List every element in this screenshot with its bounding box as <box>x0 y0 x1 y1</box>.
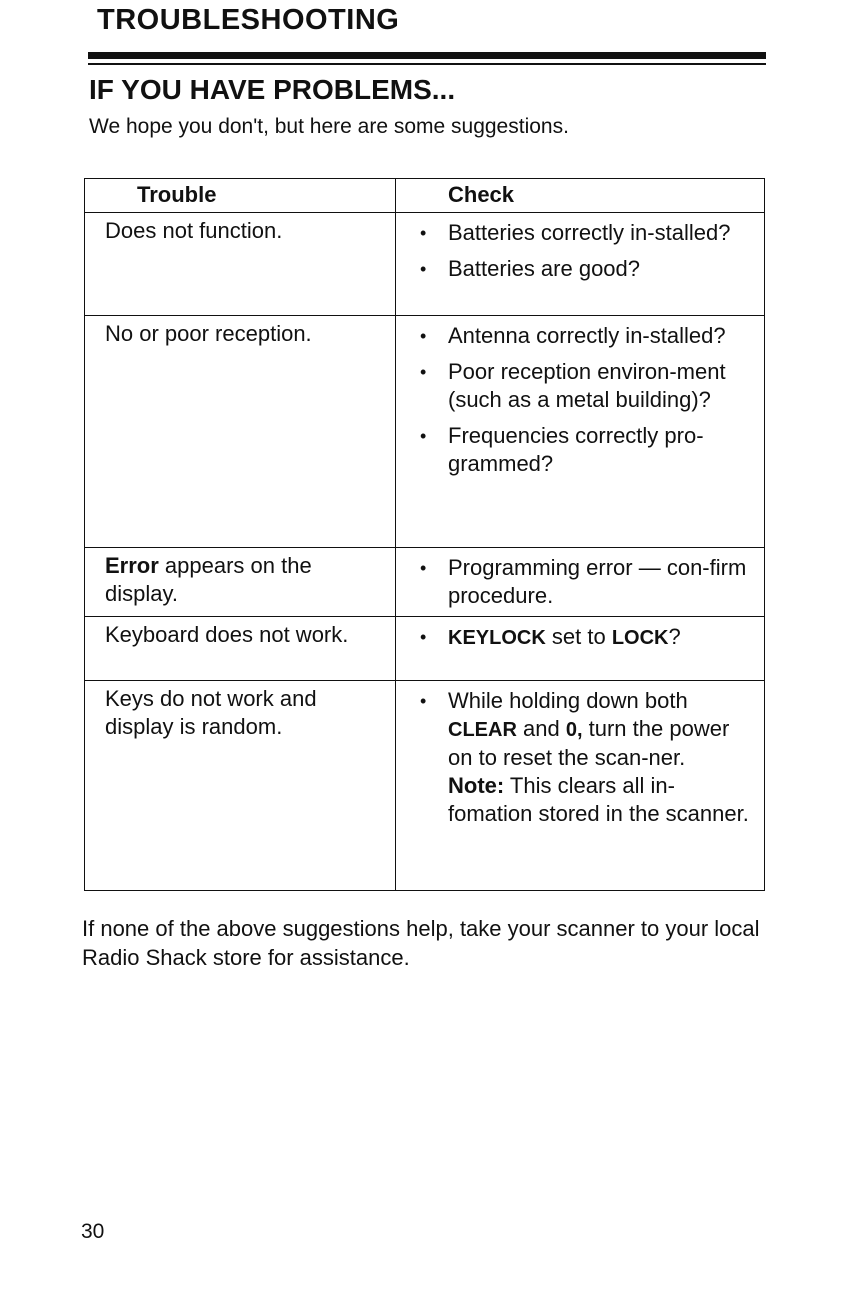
page-heading: IF YOU HAVE PROBLEMS... <box>89 74 456 105</box>
trouble-text: Keys do not work and display is random. <box>105 686 317 739</box>
table-row <box>85 213 765 316</box>
troubleshooting-table <box>84 178 765 891</box>
check-item: • Batteries are good? <box>420 256 641 281</box>
bullet-icon: • <box>420 558 427 578</box>
note-label: Note: <box>448 773 505 798</box>
bullet-icon: • <box>420 362 427 382</box>
table-row <box>85 316 765 548</box>
table-header-row <box>85 179 765 213</box>
column-header-trouble: Trouble <box>85 179 396 213</box>
check-item: • Poor reception environ-ment (such as a metal building)? <box>420 359 726 412</box>
check-cell <box>396 681 765 891</box>
check-item: • Batteries correctly in-stalled? <box>420 220 731 245</box>
bullet-icon: • <box>420 426 427 446</box>
trouble-cell <box>85 617 396 681</box>
bullet-icon: • <box>420 223 427 243</box>
intro-text: We hope you don't, but here are some suggestions. <box>89 115 569 138</box>
trouble-cell <box>85 316 396 548</box>
clear-key: CLEAR <box>448 719 517 741</box>
check-cell <box>396 617 765 681</box>
trouble-cell <box>85 681 396 891</box>
check-item: • Programming error — con-firm procedure. <box>420 555 747 608</box>
trouble-text: appears on the display. <box>105 553 312 606</box>
check-cell <box>396 548 765 617</box>
page-number: 30 <box>81 1220 105 1243</box>
check-item: • Frequencies correctly pro-grammed? <box>420 423 704 476</box>
check-item: • KEYLOCK set to LOCK? <box>420 624 681 649</box>
trouble-cell <box>85 548 396 617</box>
bullet-icon: • <box>420 691 427 711</box>
bullet-icon: • <box>420 259 427 279</box>
table-row <box>85 617 765 681</box>
bullet-icon: • <box>420 627 427 647</box>
bullet-icon: • <box>420 326 427 346</box>
trouble-cell <box>85 213 396 316</box>
lock-key: LOCK <box>611 627 669 649</box>
check-item: • Antenna correctly in-stalled? <box>420 323 726 348</box>
table-row <box>85 681 765 891</box>
zero-key: 0, <box>565 719 583 741</box>
column-header-check: Check <box>396 179 765 213</box>
check-item: • While holding down both CLEAR and 0, turn the power on to reset the scan-ner. Note: This clears all in-fomation stored in the scanner. <box>410 687 756 828</box>
keylock-key: KEYLOCK <box>448 627 546 649</box>
trouble-text: Keyboard does not work. <box>105 622 349 647</box>
header-rule-thick <box>88 52 766 59</box>
footer-text: If none of the above suggestions help, take your scanner to your local Radio Shack store for assistance. <box>82 916 760 970</box>
check-cell <box>396 316 765 548</box>
header-rule-thin <box>88 63 766 65</box>
section-title: TROUBLESHOOTING <box>97 4 400 36</box>
error-label: Error <box>105 553 159 578</box>
check-cell <box>396 213 765 316</box>
trouble-text: Does not function. <box>105 218 283 243</box>
table-row <box>85 548 765 617</box>
note-line: Note: This clears all in-fomation stored in the scanner. <box>448 773 749 826</box>
trouble-text: No or poor reception. <box>105 321 312 346</box>
